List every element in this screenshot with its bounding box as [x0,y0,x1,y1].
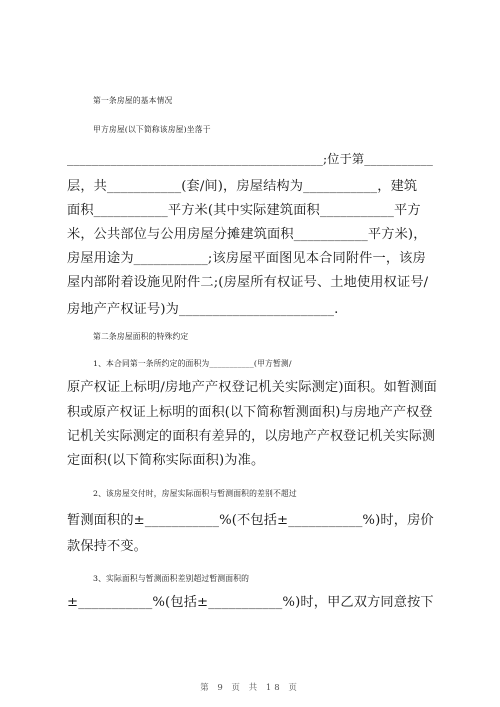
paragraph-line: ±___________%(包括±___________%)时，甲乙双方同意按下 [67,595,434,610]
paragraph-line: 屋内部附着设施见附件二;(房屋所有权证号、土地使用权证号/ [67,275,429,290]
paragraph-line: 房屋用途为___________;该房屋平面图见本合同附件一，该房 [67,251,426,266]
paragraph-line: 米，公共部位与公用房屋分摊建筑面积___________平方米)， [67,227,427,242]
paragraph-line: 定面积(以下简称实际面积)为准。 [67,453,265,468]
paragraph-line: 房地产产权证号)为_______________________. [67,302,339,317]
page-number: 第 9 页 共 18 页 [200,683,300,693]
paragraph-line: _________________________________________;位于第___________ [67,152,433,166]
paragraph-line: 甲方房屋(以下简称该房屋)坐落于 [93,125,211,134]
paragraph-line: 3、实际面积与暂测面积差别超过暂测面积的 [93,574,250,583]
paragraph-line: 暂测面积的±___________%(不包括±___________%)时，房价 [67,513,434,528]
paragraph-line: 积或原产权证上标明的面积(以下简称暂测面积)与房地产产权登 [67,405,433,420]
section-heading-1: 第一条房屋的基本情况 [93,96,173,105]
paragraph-line: 款保持不变。 [67,539,148,554]
paragraph-line: 层，共___________(套/间)，房屋结构为___________，建筑 [67,179,418,194]
paragraph-line: 1、本合同第一条所约定的面积为___________(甲方暂测/ [93,359,292,368]
paragraph-line: 原产权证上标明/房地产产权登记机关实际测定)面积。如暂测面 [67,380,437,395]
section-heading-2: 第二条房屋面积的特殊约定 [93,332,189,341]
paragraph-line: 面积___________平方米(其中实际建筑面积___________平方 [67,203,421,218]
paragraph-line: 记机关实际测定的面积有差异的，以房地产产权登记机关实际测 [67,429,436,444]
paragraph-line: 2、该房屋交付时，房屋实际面积与暂测面积的差别不超过 [93,489,297,498]
